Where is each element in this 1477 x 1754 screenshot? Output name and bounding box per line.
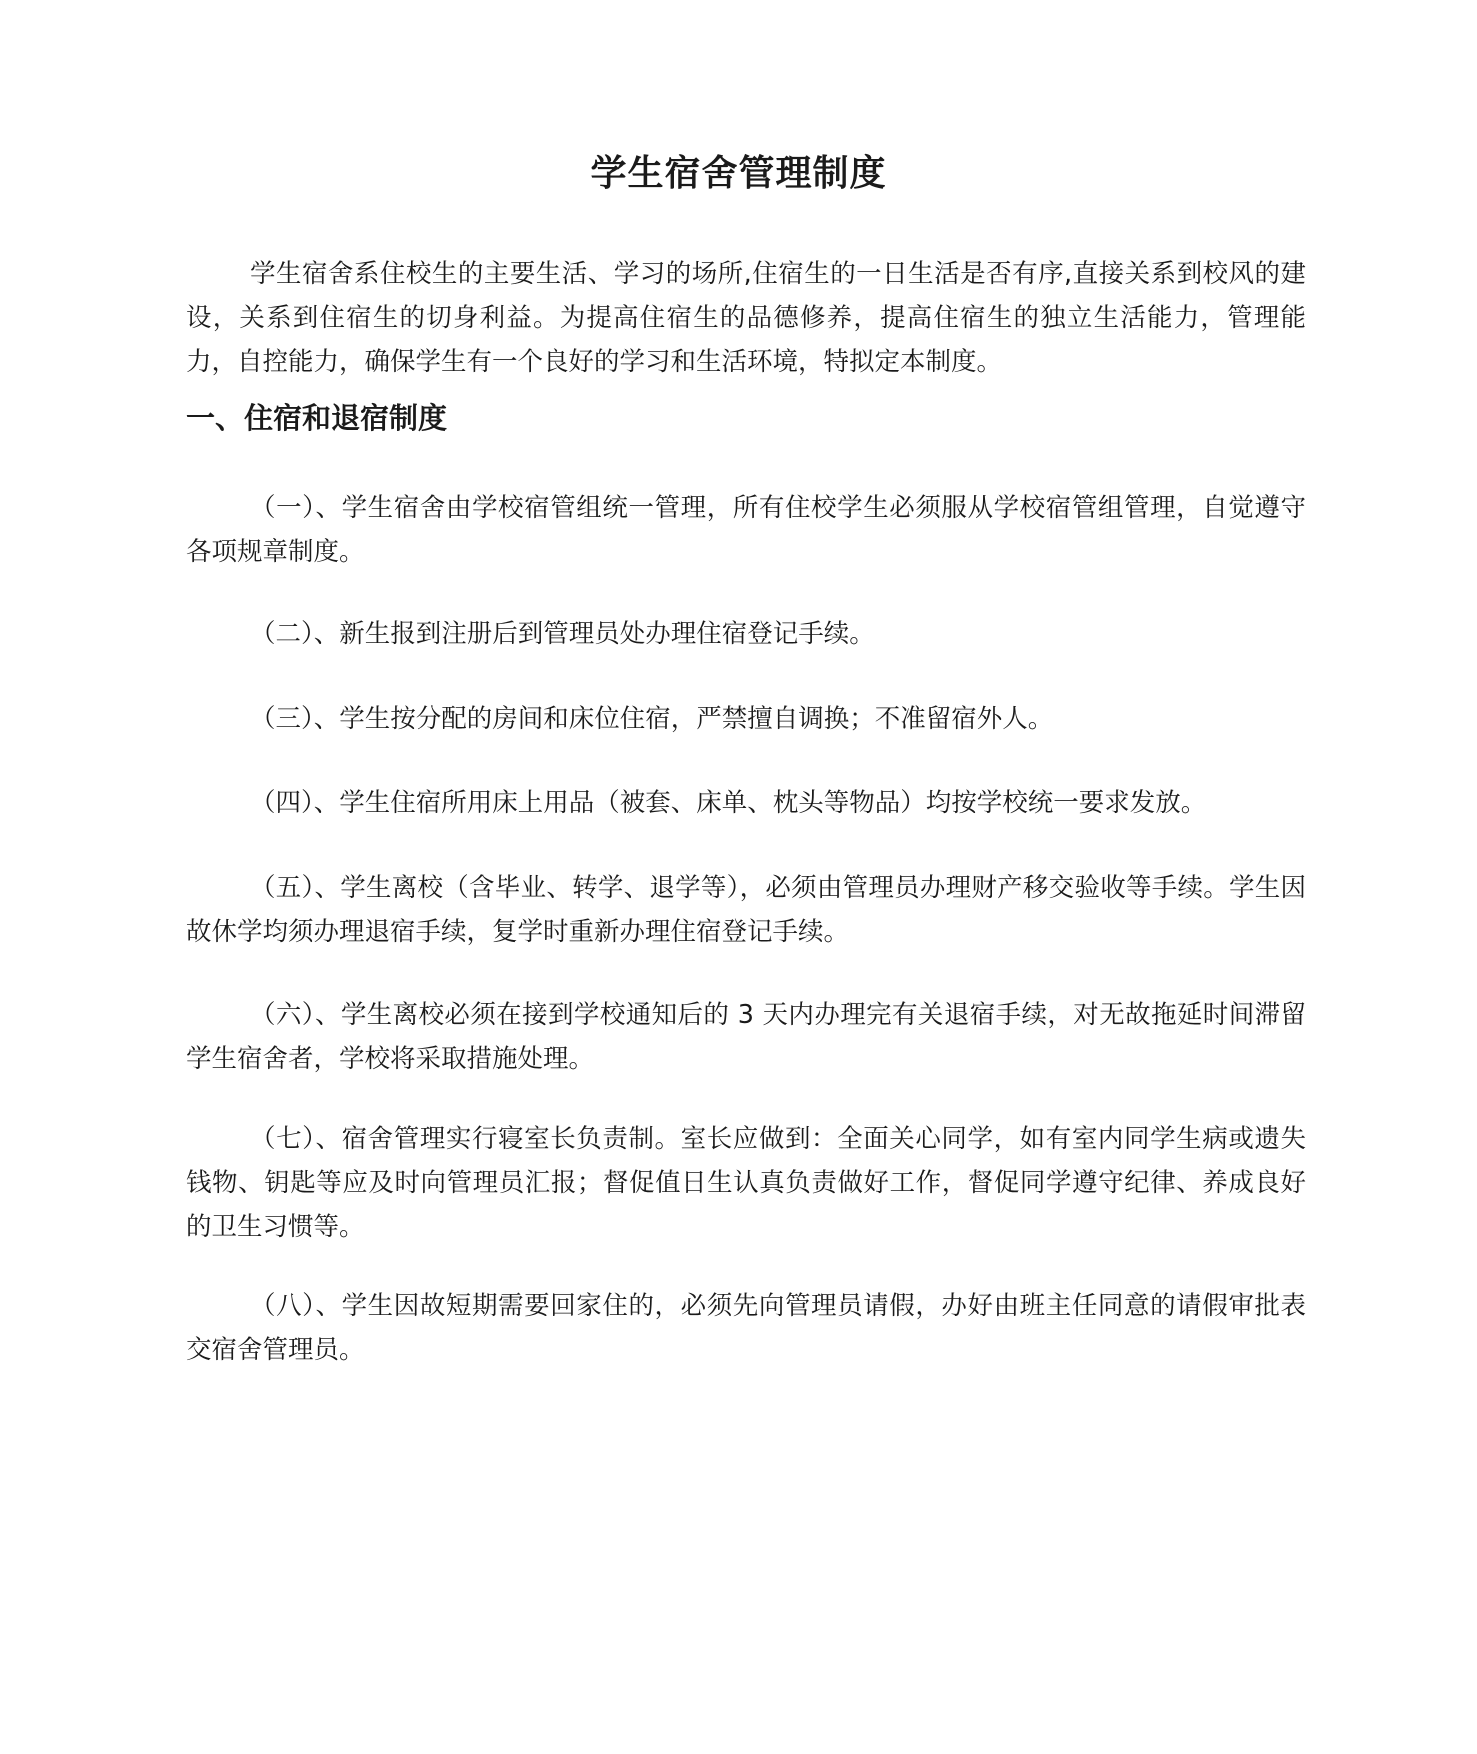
section-heading: 一、住宿和退宿制度 [186, 401, 448, 435]
document-title: 学生宿舍管理制度 [590, 153, 887, 194]
intro-paragraph: 学生宿舍系住校生的主要生活、学习的场所,住宿生的一日生活是否有序,直接关系到校风的建设，关系到住宿生的切身利益。为提高住宿生的品德修养，提高住宿生的独立生活能力，管理能力，自控能力，确保学生有一个良好的学习和生活环境，特拟定本制度。 [186, 259, 1306, 377]
list-item: （二）、新生报到注册后到管理员处办理住宿登记手续。 [250, 619, 875, 649]
list-item: （五）、学生离校（含毕业、转学、退学等），必须由管理员办理财产移交验收等手续。学生因故休学均须办理退宿手续，复学时重新办理住宿登记手续。 [186, 873, 1306, 947]
list-item: （六）、学生离校必须在接到学校通知后的 3 天内办理完有关退宿手续，对无故拖延时间滞留学生宿舍者，学校将采取措施处理。 [186, 1000, 1306, 1074]
list-item: （三）、学生按分配的房间和床位住宿，严禁擅自调换；不准留宿外人。 [250, 704, 1054, 734]
list-item: （四）、学生住宿所用床上用品（被套、床单、枕头等物品）均按学校统一要求发放。 [250, 788, 1207, 818]
list-item: （八）、学生因故短期需要回家住的，必须先向管理员请假，办好由班主任同意的请假审批表交宿舍管理员。 [186, 1291, 1306, 1365]
list-item: （七）、宿舍管理实行寝室长负责制。室长应做到：全面关心同学，如有室内同学生病或遗失钱物、钥匙等应及时向管理员汇报；督促值日生认真负责做好工作，督促同学遵守纪律、养成良好的卫生习惯等。 [186, 1124, 1306, 1242]
list-item: （一）、学生宿舍由学校宿管组统一管理，所有住校学生必须服从学校宿管组管理，自觉遵守各项规章制度。 [186, 493, 1306, 567]
